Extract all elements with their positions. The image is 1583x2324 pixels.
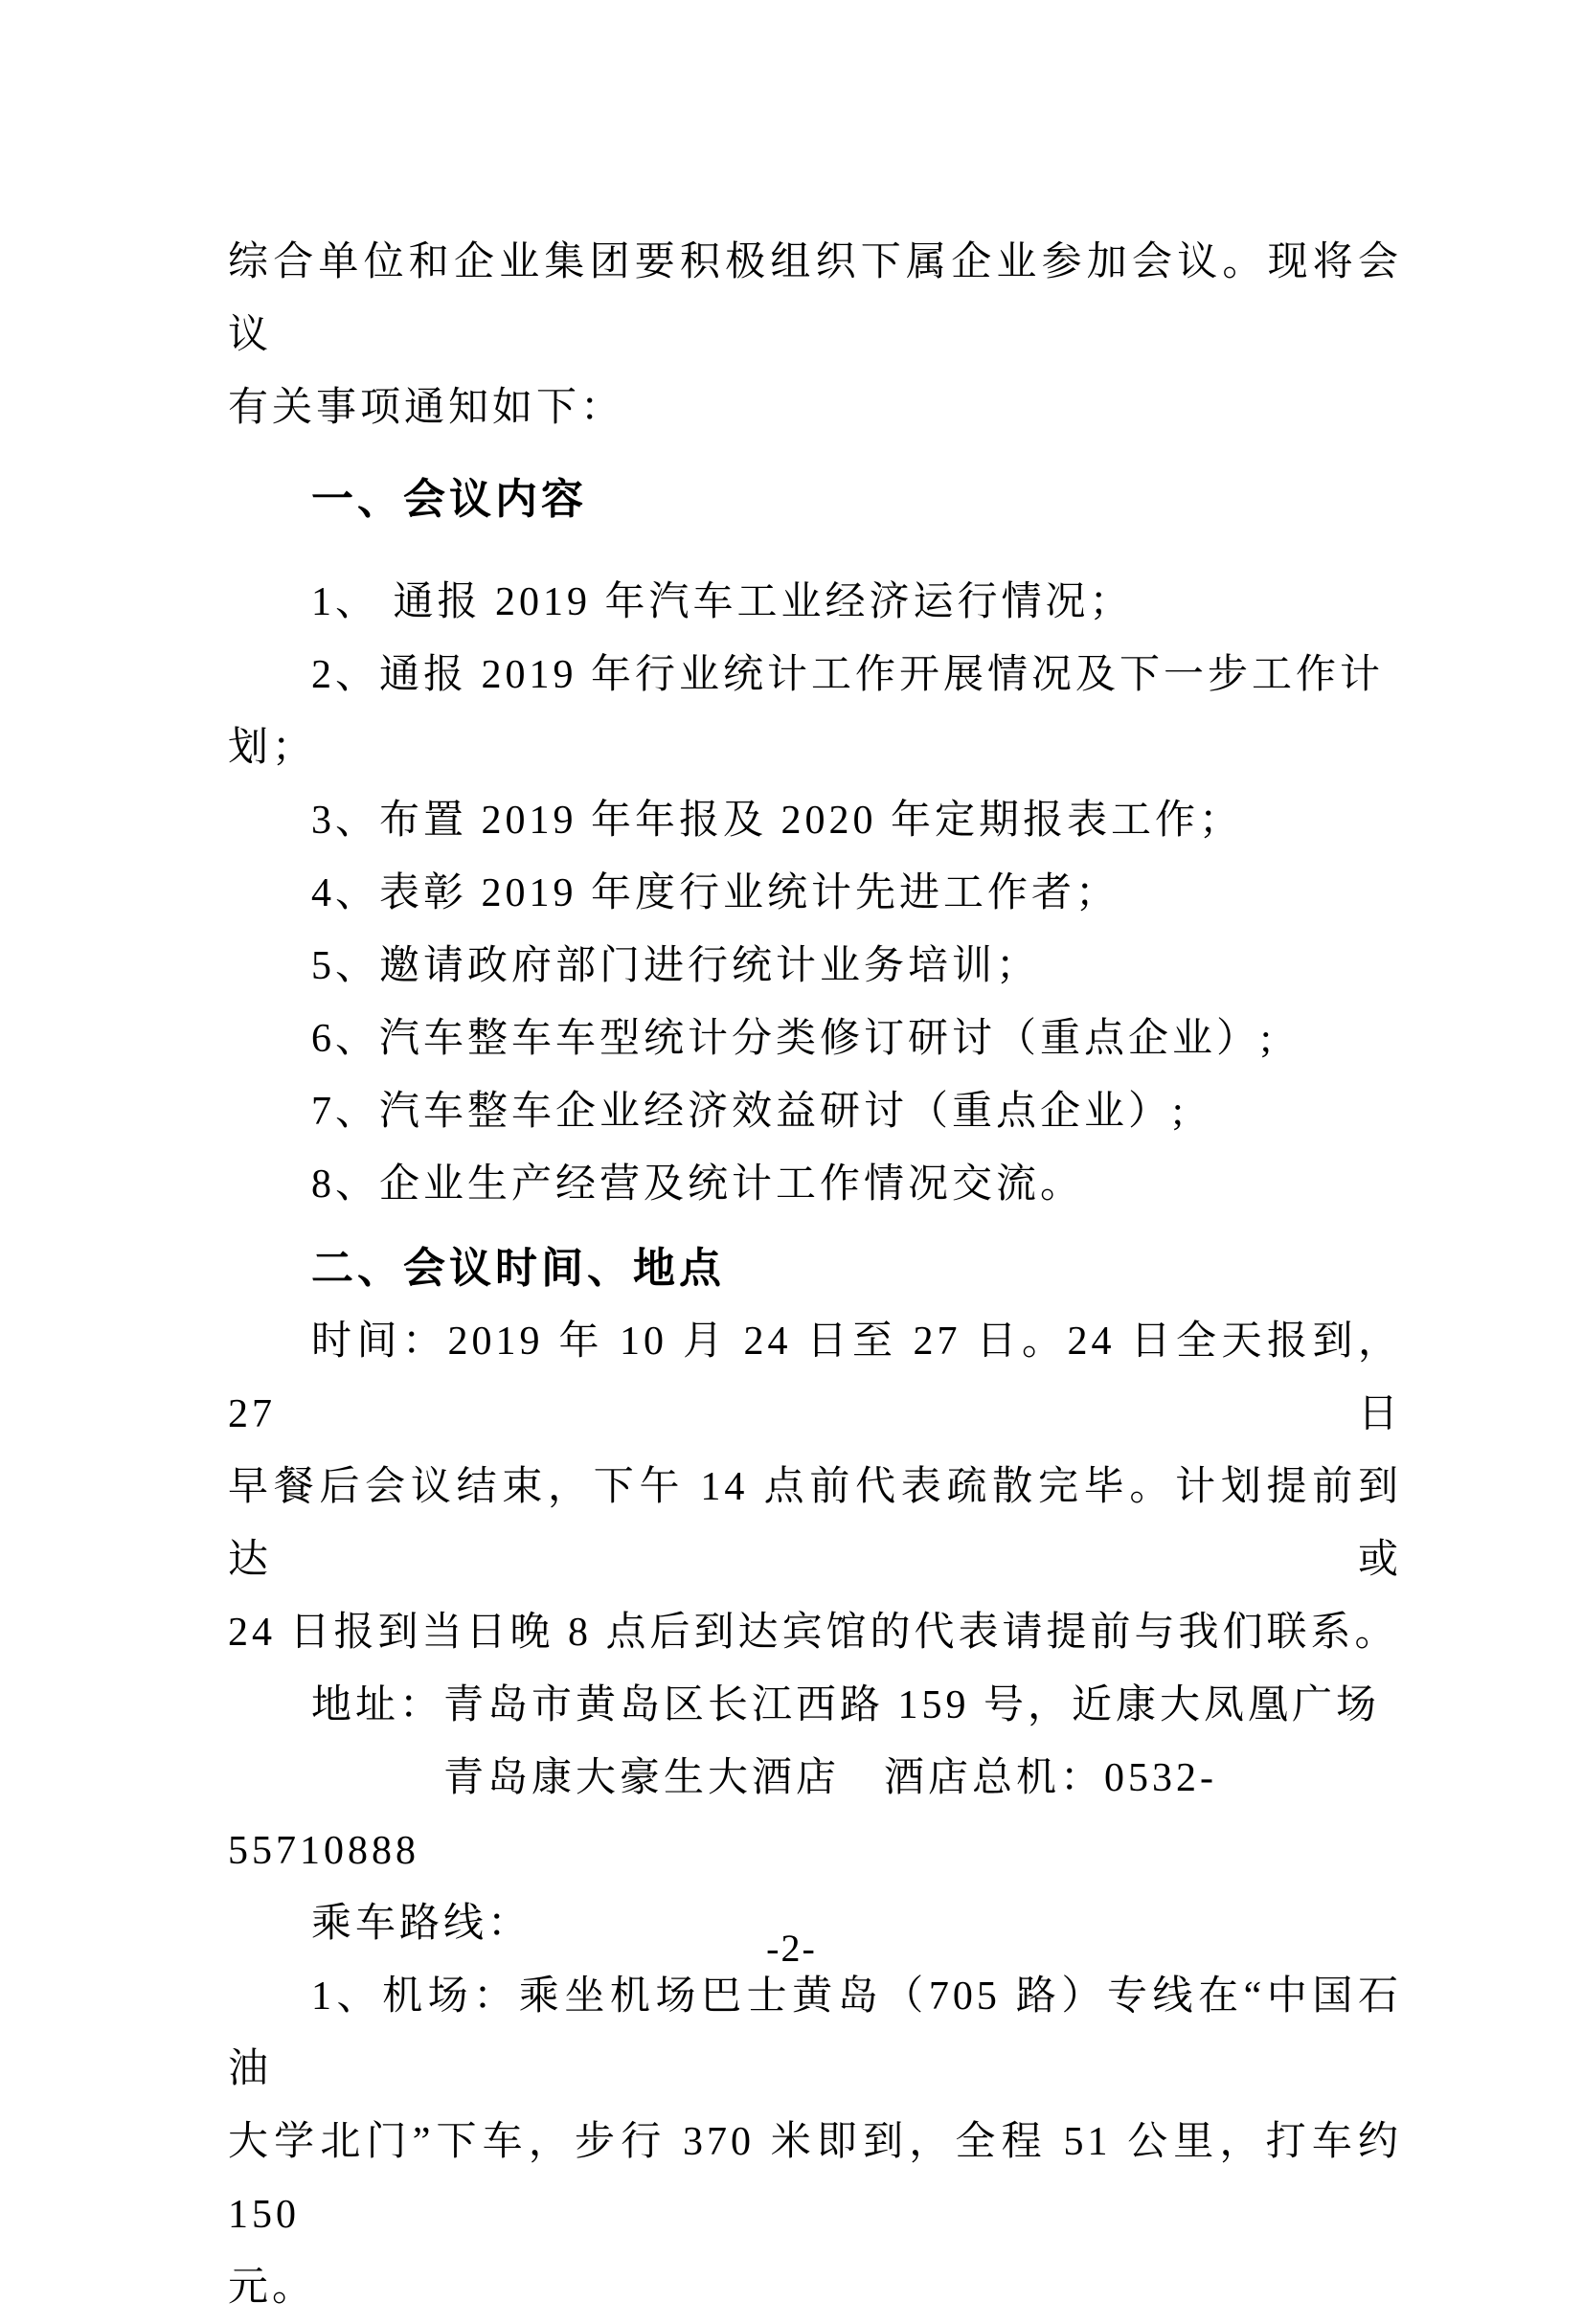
text-line: 1、 通报 2019 年汽车工业经济运行情况； [311, 580, 1134, 624]
text-line: 7、汽车整车企业经济效益研讨（重点企业）; [311, 1090, 1187, 1134]
text-line: 乘车路线： [311, 1902, 532, 1946]
page-number: -2- [766, 1927, 817, 1970]
text-line: 4、表彰 2019 年度行业统计先进工作者； [311, 871, 1120, 915]
text-line: 早餐后会议结束，下午 14 点前代表疏散完毕。计划提前到达或 [228, 1465, 1402, 1582]
text-line: 5、邀请政府部门进行统计业务培训； [311, 944, 1041, 988]
text-line: 有关事项通知如下： [228, 386, 625, 430]
text-line: 二、会议时间、地点 [311, 1245, 725, 1292]
text-line: 时间：2019 年 10 月 24 日至 27 日。24 日全天报到，27 日 [228, 1320, 1402, 1436]
document-body [228, 226, 1416, 2324]
text-line: 8、企业生产经营及统计工作情况交流。 [311, 1162, 1085, 1207]
text-line: 地址：青岛市黄岛区长江西路 159 号，近康大凤凰广场 [311, 1683, 1381, 1727]
text-line: 3、布置 2019 年年报及 2020 年定期报表工作； [311, 799, 1244, 843]
text-line: 1、机场：乘坐机场巴士黄岛（705 路）专线在“中国石油 [228, 1974, 1402, 2091]
text-line: 2、通报 2019 年行业统计工作开展情况及下一步工作计划； [228, 653, 1385, 770]
text-line: 一、会议内容 [311, 476, 587, 523]
text-line: 24 日报到当日晚 8 点后到达宾馆的代表请提前与我们联系。 [228, 1611, 1399, 1655]
text-line: 大学北门”下车，步行 370 米即到，全程 51 公里，打车约 150 [228, 2120, 1416, 2237]
text-line: 综合单位和企业集团要积极组织下属企业参加会议。现将会议 [228, 240, 1402, 357]
text-line: 青岛康大豪生大酒店 酒店总机：0532-55710888 [228, 1756, 1217, 1873]
text-line: 元。 [228, 2266, 317, 2310]
text-line: 6、汽车整车车型统计分类修订研讨（重点企业）; [311, 1017, 1276, 1061]
